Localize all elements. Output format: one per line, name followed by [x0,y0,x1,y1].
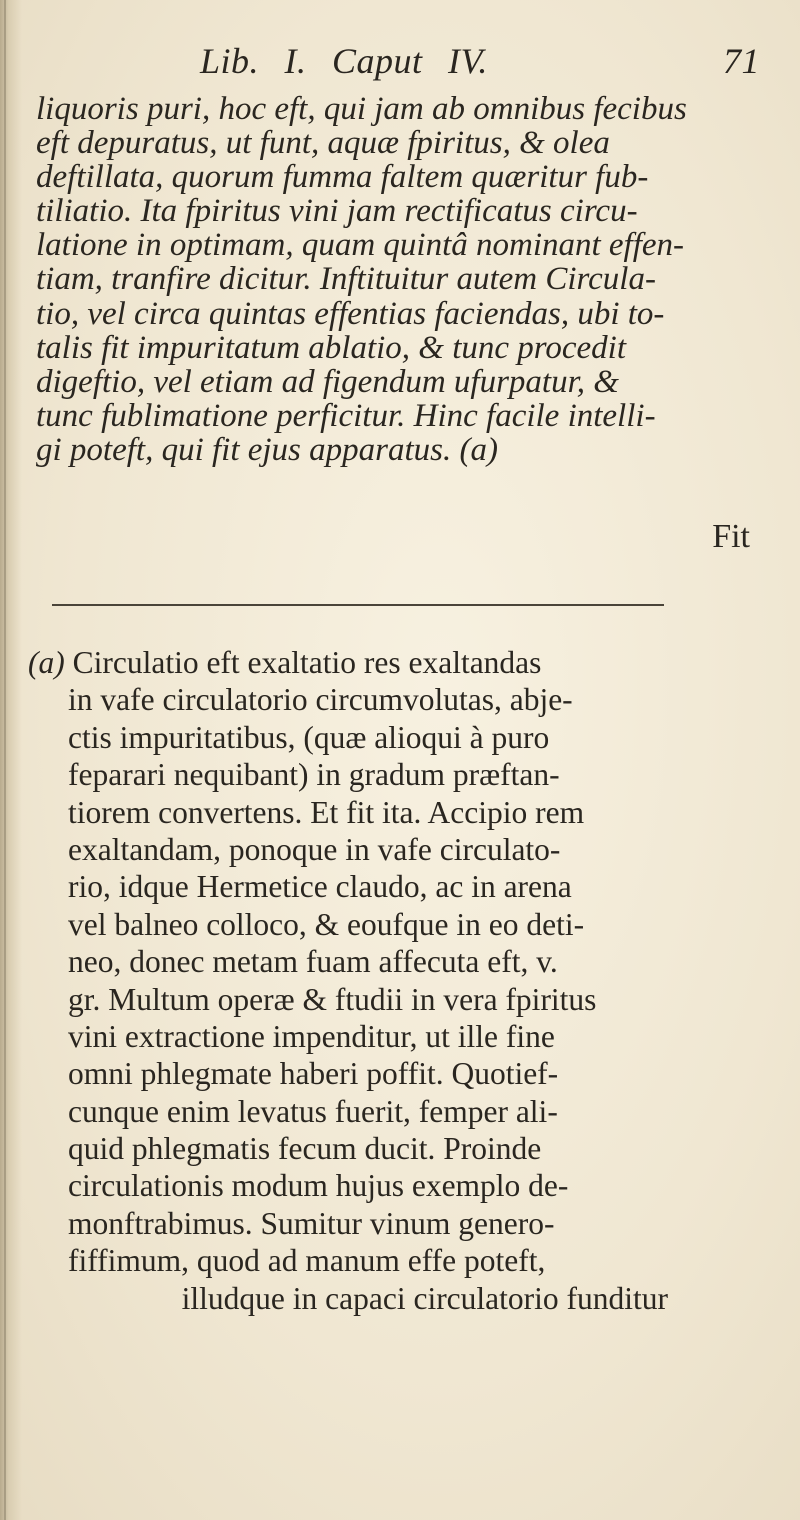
text-line: tio, vel circa quintas effentias faciendas, ubi to- [36,295,665,332]
footnote-first-line [28,644,768,681]
text-line: latione in optimam, quam quintâ nominant effen- [36,227,685,264]
text-line: digeftio, vel etiam ad figendum ufurpatur, & [36,363,619,400]
text-line: talis fit impuritatum ablatio, & tunc procedit [36,329,627,366]
footnote-line: neo, donec metam fuam affecuta eft, v. [68,944,558,980]
footnote-separator-rule [52,604,664,606]
text-line: tiam, tranfire dicitur. Inftituitur autem Circula- [36,261,656,298]
catchword: Fit [712,518,750,555]
footnote-line: fiffimum, quod ad manum effe poteft, [68,1243,546,1279]
footnote-line: vini extractione impenditur, ut ille fine [68,1018,555,1054]
chapter-title: Lib. I. Caput IV. [200,41,488,81]
footnote-line: feparari nequibant) in gradum præftan- [68,757,560,793]
footnote-line: cunque enim levatus fuerit, femper ali- [68,1093,558,1129]
footnote-line: gr. Multum operæ & ftudii in vera fpiritus [68,981,597,1017]
footnote-line: ctis impuritatibus, (quæ alioqui à puro [68,719,550,755]
text-line: deftillata, quorum fumma faltem quæritur fub- [36,159,649,196]
running-head [200,40,760,92]
text-line: liquoris puri, hoc eft, qui jam ab omnibus fecibus [36,91,687,127]
text-line: tiliatio. Ita fpiritus vini jam rectificatus circu- [36,193,638,230]
footnote-line: monftrabimus. Sumitur vinum genero- [68,1205,555,1241]
footnote-line: circulationis modum hujus exemplo de- [68,1168,569,1204]
footnote-marker: (a) [28,645,65,680]
main-text-block [36,92,756,467]
text-line: tunc fublimatione perficitur. Hinc facile intelli- [36,397,656,434]
footnote-line: vel balneo colloco, & eoufque in eo deti- [68,906,585,942]
footnote-line: omni phlegmate haberi poffit. Quotief- [68,1056,559,1092]
footnote-line: quid phlegmatis fecum ducit. Proinde [68,1131,542,1167]
page-number: 71 [723,41,760,81]
gutter-edge-line [4,0,6,1520]
footnote-block [28,644,768,1317]
footnote-line: tiorem convertens. Et fit ita. Accipio rem [68,794,585,830]
footnote-line: exaltandam, ponoque in vafe circulato- [68,831,561,867]
footnote-first-line-text: Circulatio eft exaltatio res exaltandas [72,645,542,680]
page-gutter [0,0,22,1520]
footnote-line: in vafe circulatorio circumvolutas, abje- [68,682,573,718]
footnote-line: illudque in capaci circulatorio funditur [181,1280,668,1316]
text-line: gi poteft, qui fit ejus apparatus. (a) [36,431,498,468]
footnote-line: rio, idque Hermetice claudo, ac in arena [68,869,572,905]
text-line: eft depuratus, ut funt, aquæ fpiritus, & olea [36,125,610,162]
